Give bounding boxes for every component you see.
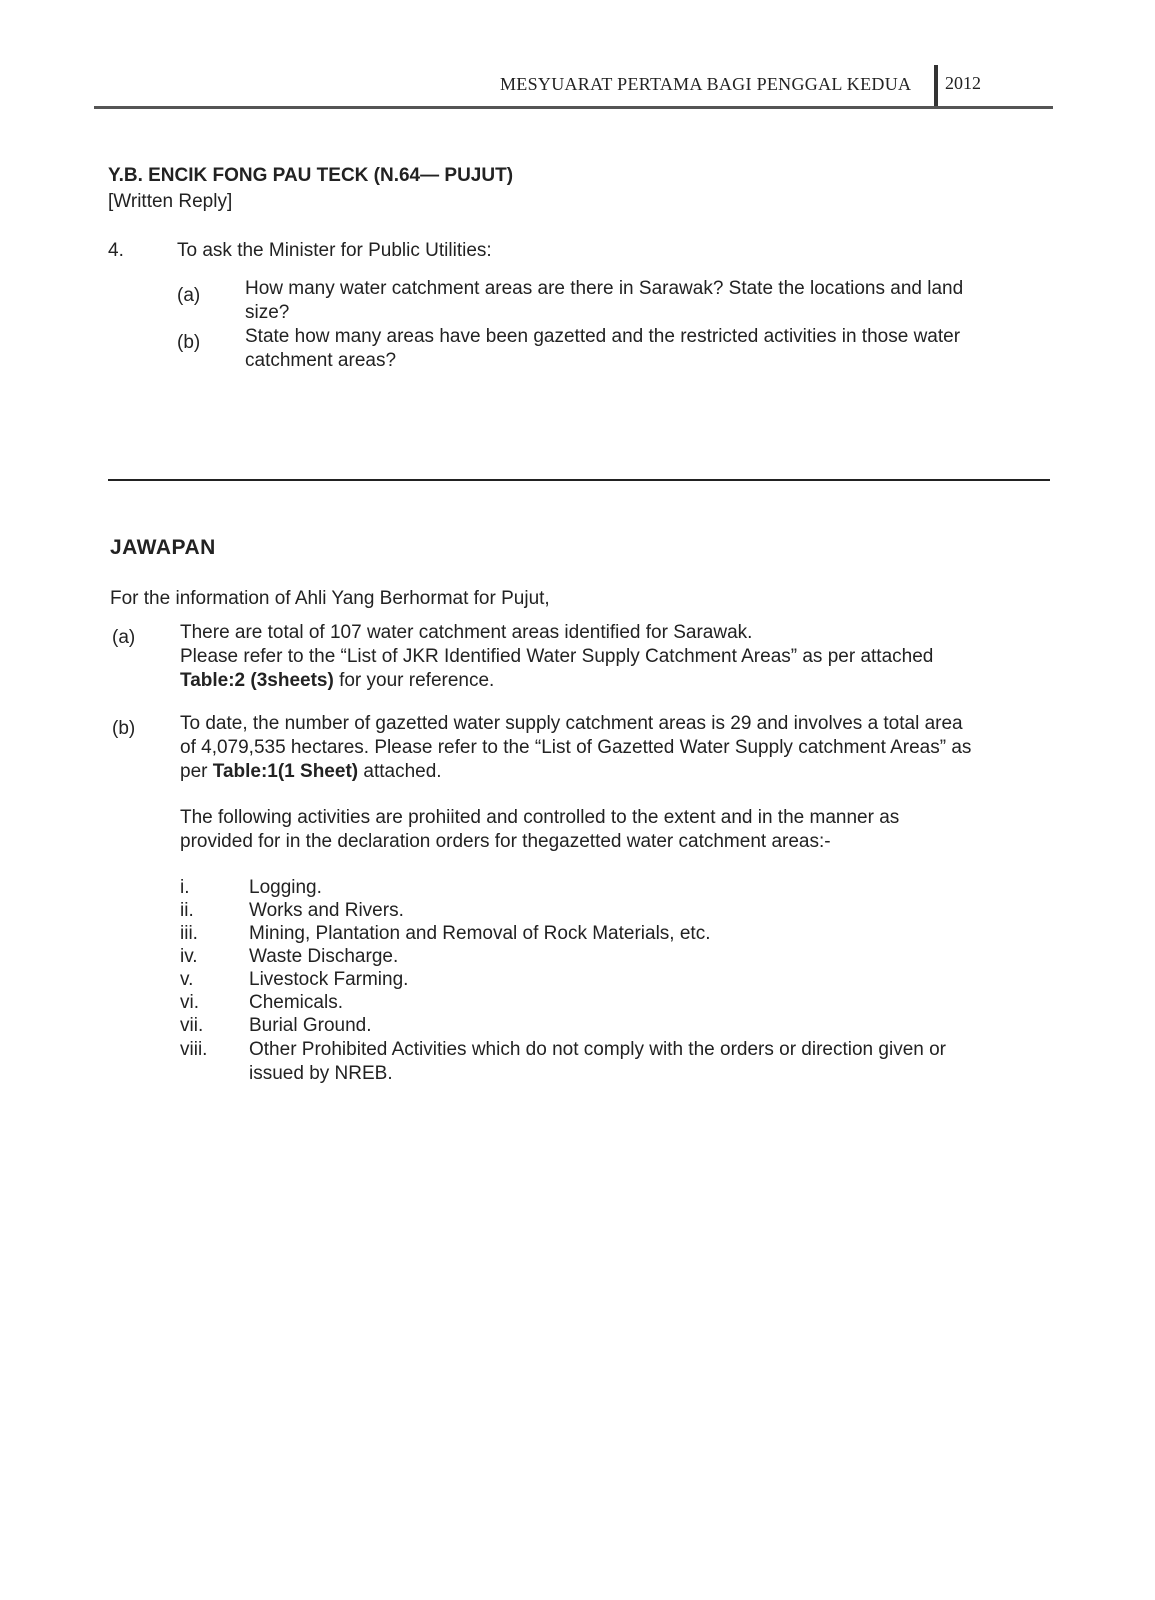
- question-part-label: (a): [177, 285, 201, 306]
- answer-line: To date, the number of gazetted water supply catchment areas is 29 and involves a total area: [180, 713, 963, 734]
- activities-intro: [180, 806, 1049, 854]
- table-reference: Table:2 (3sheets): [180, 670, 334, 691]
- question-part-line: catchment areas?: [245, 350, 397, 371]
- answer-part-text: [180, 712, 1049, 784]
- question-part-line: State how many areas have been gazetted and the restricted activities in those water: [245, 326, 961, 347]
- activity-number: ii.: [180, 900, 194, 921]
- answer-line: Please refer to the “List of JKR Identified Water Supply Catchment Areas” as per attached: [180, 646, 934, 667]
- member-name: Y.B. ENCIK FONG PAU TECK (N.64— PUJUT): [108, 165, 514, 186]
- question-part-line: size?: [245, 302, 290, 323]
- answer-line: [180, 760, 1049, 784]
- activity-number: i.: [180, 877, 190, 898]
- answer-line: There are total of 107 water catchment areas identified for Sarawak.: [180, 622, 753, 643]
- answer-line: of 4,079,535 hectares. Please refer to the “List of Gazetted Water Supply catchment Areas” as: [180, 737, 972, 758]
- reply-type: [Written Reply]: [108, 191, 233, 212]
- question-part-text: [245, 277, 1035, 325]
- activity-number: iii.: [180, 923, 198, 944]
- answer-line: The following activities are prohiited and controlled to the extent and in the manner as: [180, 807, 900, 828]
- question-part-label: (b): [177, 332, 201, 353]
- question-number: 4.: [108, 240, 124, 261]
- answer-line-rest: for your reference.: [333, 670, 495, 691]
- answer-line-rest: attached.: [358, 761, 442, 782]
- answer-line: provided for in the declaration orders for thegazetted water catchment areas:-: [180, 831, 831, 852]
- session-year: 2012: [945, 73, 981, 93]
- answer-intro: For the information of Ahli Yang Berhormat for Pujut,: [110, 588, 550, 609]
- activity-number: vi.: [180, 992, 199, 1013]
- question-part-text: [245, 325, 1035, 373]
- header-separator: [934, 65, 938, 107]
- activity-text: Chemicals.: [249, 992, 343, 1013]
- section-divider: [108, 479, 1050, 481]
- table-reference: Table:1(1 Sheet): [212, 761, 359, 782]
- activity-text: [249, 1038, 1049, 1086]
- activity-number: viii.: [180, 1039, 208, 1060]
- activity-text: Livestock Farming.: [249, 969, 409, 990]
- activity-number: v.: [180, 969, 194, 990]
- activity-text: Mining, Plantation and Removal of Rock Materials, etc.: [249, 923, 711, 944]
- activity-number: vii.: [180, 1015, 204, 1036]
- activity-number: iv.: [180, 946, 198, 967]
- answer-heading: JAWAPAN: [110, 536, 216, 559]
- activity-text: Works and Rivers.: [249, 900, 404, 921]
- activity-line: Other Prohibited Activities which do not comply with the orders or direction given or: [249, 1039, 946, 1060]
- answer-line-pre: per: [180, 761, 213, 782]
- answer-part-label: (b): [112, 718, 136, 739]
- activity-text: Waste Discharge.: [249, 946, 399, 967]
- question-part-line: How many water catchment areas are there in Sarawak? State the locations and land: [245, 278, 964, 299]
- activity-text: Logging.: [249, 877, 322, 898]
- header-rule: [94, 106, 1053, 109]
- answer-line: [180, 669, 1049, 693]
- activity-line: issued by NREB.: [249, 1063, 393, 1084]
- activity-text: Burial Ground.: [249, 1015, 372, 1036]
- question-intro: To ask the Minister for Public Utilities:: [177, 240, 492, 261]
- session-title: MESYUARAT PERTAMA BAGI PENGGAL KEDUA: [500, 74, 912, 94]
- answer-part-label: (a): [112, 627, 136, 648]
- answer-part-text: [180, 621, 1049, 693]
